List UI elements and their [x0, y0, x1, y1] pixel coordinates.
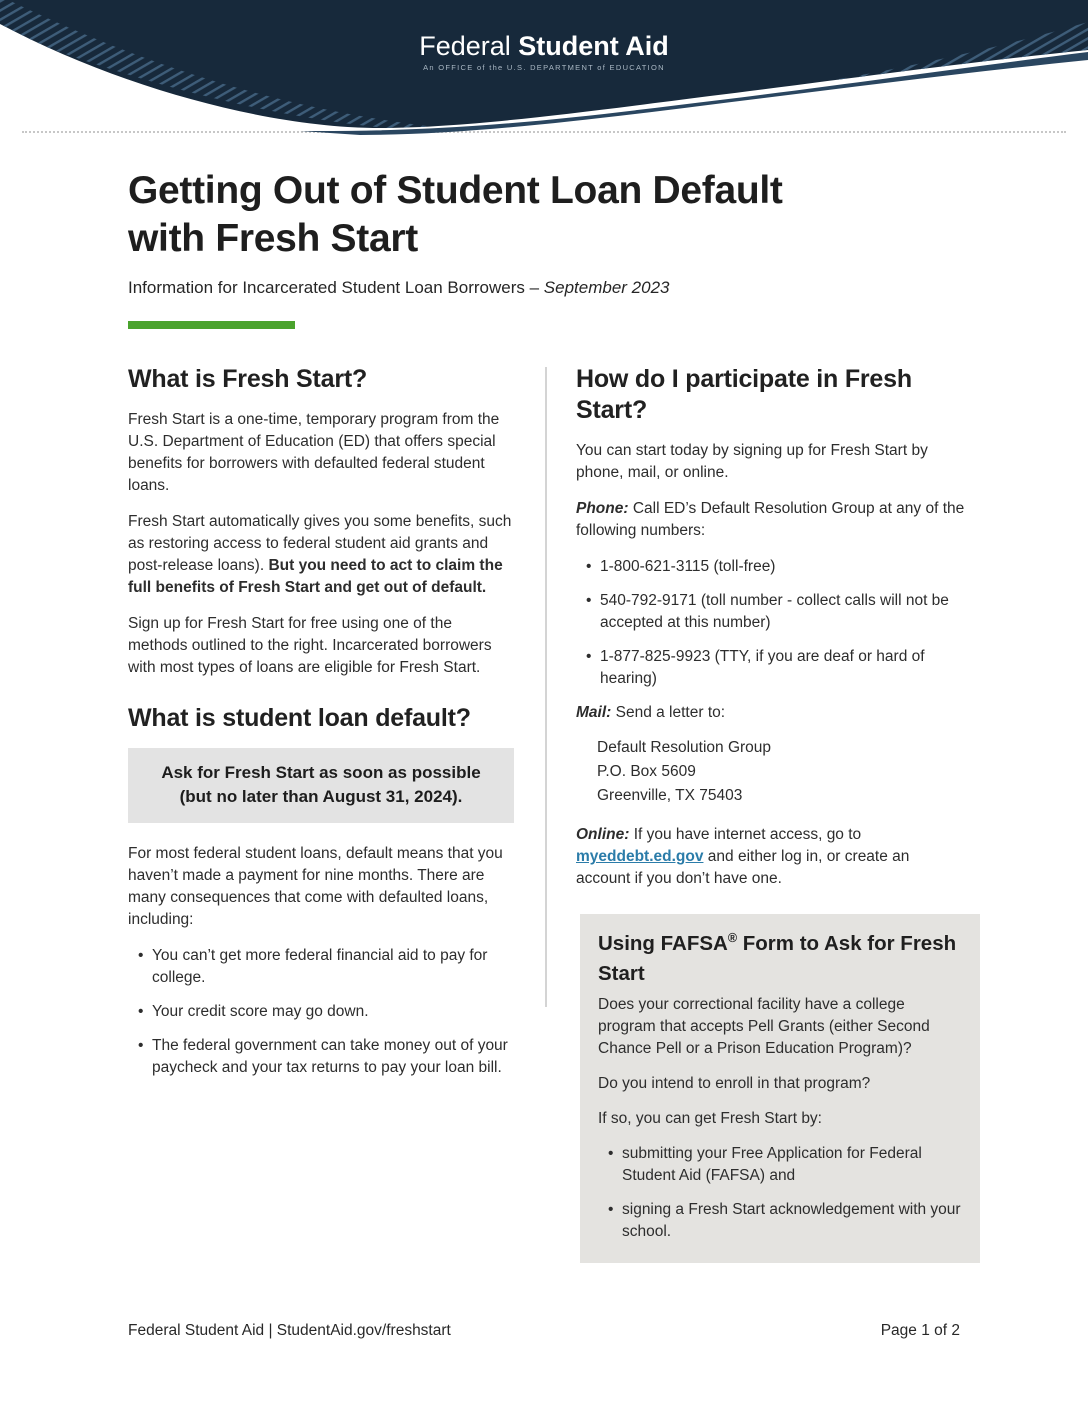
fafsa-heading-text: Using FAFSA [598, 932, 728, 955]
bullet-icon: • [586, 592, 592, 609]
phone-number: 1-800-621-3115 (toll-free) [600, 558, 776, 575]
list-item [128, 1035, 514, 1079]
footer-page-number: Page 1 of 2 [880, 1322, 960, 1339]
mail-label: Mail: [576, 704, 612, 721]
paragraph: You can start today by signing up for Fresh Start by phone, mail, or online. [576, 442, 928, 481]
list-item-text: You can’t get more federal financial aid to pay for college. [152, 947, 488, 986]
page-footer [128, 1322, 960, 1340]
list-item [128, 945, 514, 989]
paragraph: If so, you can get Fresh Start by: [598, 1110, 822, 1127]
phone-number: 1-877-825-9923 (TTY, if you are deaf or hard of hearing) [600, 648, 925, 687]
list-item [576, 590, 966, 634]
logo-federal-text: Federal [419, 31, 511, 61]
mail-paragraph [576, 702, 966, 724]
address-line: P.O. Box 5609 [597, 763, 696, 780]
list-item-text: submitting your Free Application for Federal Student Aid (FAFSA) and [622, 1145, 922, 1184]
paragraph: Fresh Start is a one-time, temporary program from the U.S. Department of Education (ED) that offers special benefits for borrowers with defaulted federal student loans. [128, 411, 500, 494]
bullet-icon: • [138, 1003, 144, 1020]
bullet-icon: • [608, 1201, 614, 1218]
myeddebt-link[interactable]: myeddebt.ed.gov [576, 848, 704, 865]
logo-wordmark [0, 33, 1088, 60]
list-item-text: signing a Fresh Start acknowledgement with your school. [622, 1201, 961, 1240]
page-title-line1: Getting Out of Student Loan Default [128, 169, 783, 212]
green-accent-bar [128, 321, 295, 329]
federal-student-aid-logo [0, 33, 1088, 72]
section-heading-what-is-default: What is student loan default? [128, 704, 471, 732]
list-item [576, 556, 966, 578]
online-label: Online: [576, 826, 630, 843]
subtitle-date: September 2023 [543, 278, 670, 297]
list-item [128, 1001, 514, 1023]
paragraph: Sign up for Fresh Start for free using one of the methods outlined to the right. Incarcerated borrowers with most types of loans are eligible for Fresh Start. [128, 615, 492, 676]
logo-tagline: An OFFICE of the U.S. DEPARTMENT of EDUCATION [423, 63, 665, 72]
phone-paragraph [576, 498, 966, 542]
phone-number: 540-792-9171 (toll number - collect calls will not be accepted at this number) [600, 592, 949, 631]
footer-source: Federal Student Aid | StudentAid.gov/freshstart [128, 1322, 451, 1339]
fafsa-info-box [580, 914, 980, 1263]
logo-studentaid-text: Student Aid [518, 31, 669, 61]
deadline-callout-box [128, 748, 514, 823]
page-title-line2: with Fresh Start [128, 217, 418, 260]
paragraph-bold-text: But you need to act to claim the full benefits of Fresh Start and get out of default. [128, 557, 503, 596]
right-column [576, 364, 966, 1263]
subtitle-text: Information for Incarcerated Student Loan Borrowers – [128, 278, 544, 297]
paragraph: Does your correctional facility have a college program that accepts Pell Grants (either Second Chance Pell or a Prison Education Program)? [598, 996, 930, 1057]
bullet-icon: • [138, 1037, 144, 1054]
left-column [128, 364, 514, 1091]
phone-text: Call ED’s Default Resolution Group at any of the following numbers: [576, 500, 965, 539]
callout-line1: Ask for Fresh Start as soon as possible [161, 763, 481, 782]
section-heading-how-to-participate: How do I participate in Fresh Start? [576, 365, 912, 424]
paragraph [128, 511, 514, 599]
bullet-icon: • [608, 1145, 614, 1162]
list-item-text: Your credit score may go down. [152, 1003, 369, 1020]
phone-label: Phone: [576, 500, 629, 517]
registered-trademark-symbol: ® [727, 931, 738, 945]
bullet-icon: • [586, 648, 592, 665]
list-item-text: The federal government can take money out of your paycheck and your tax returns to pay your loan bill. [152, 1037, 508, 1076]
address-line: Greenville, TX 75403 [597, 787, 743, 804]
bullet-icon: • [138, 947, 144, 964]
fafsa-heading-text: Form to Ask for Fresh Start [598, 932, 957, 985]
paragraph: Do you intend to enroll in that program? [598, 1075, 871, 1092]
page-subtitle [128, 278, 888, 298]
page-title [128, 167, 988, 263]
paragraph: For most federal student loans, default means that you haven’t made a payment for nine months. There are many consequences that come with defaulted loans, including: [128, 845, 503, 928]
list-item [598, 1143, 962, 1187]
online-text: and either log in, or create an account if you don’t have one. [576, 848, 910, 887]
address-line: Default Resolution Group [597, 739, 772, 756]
callout-line2: (but no later than August 31, 2024). [179, 787, 463, 806]
list-item [598, 1199, 962, 1243]
online-paragraph [576, 824, 966, 890]
bullet-icon: • [586, 558, 592, 575]
column-divider [545, 367, 547, 1007]
mail-text: Send a letter to: [611, 704, 726, 721]
online-text: If you have internet access, go to [629, 826, 862, 843]
list-item [576, 646, 966, 690]
section-heading-what-is-fresh-start: What is Fresh Start? [128, 365, 368, 393]
paragraph-text: Fresh Start automatically gives you some benefits, such as restoring access to federal student aid grants and post-release loans). [128, 513, 512, 574]
fafsa-box-heading [598, 930, 962, 987]
mailing-address [597, 736, 966, 808]
